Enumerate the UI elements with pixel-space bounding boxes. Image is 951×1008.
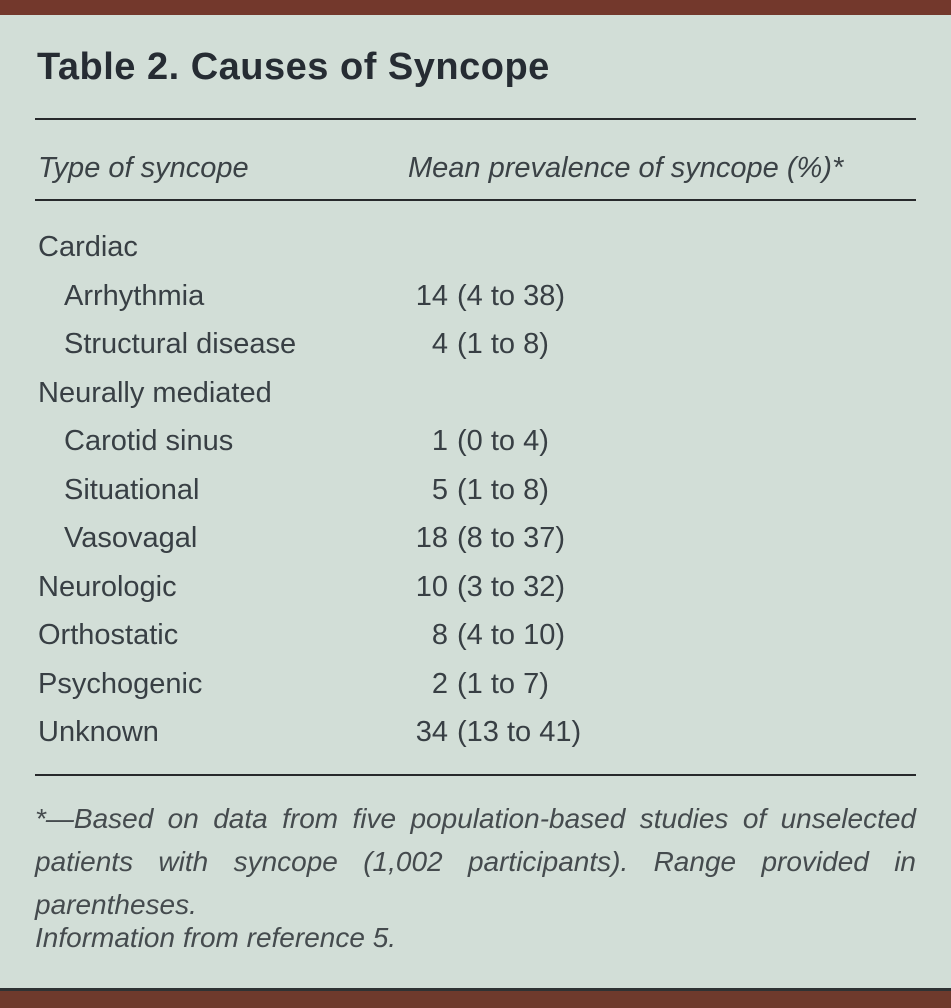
range-value: (1 to 7) [457,667,549,700]
mean-value: 8 [431,619,448,651]
table-row [35,660,916,709]
row-label: Neurologic [38,570,177,603]
row-label: Neurally mediated [38,376,272,409]
column-header-type: Type of syncope [38,152,249,184]
range-value: (3 to 32) [457,570,565,603]
column-header-prevalence: Mean prevalence of syncope (%)* [408,152,844,184]
range-value: (0 to 4) [457,425,549,457]
range-value: (4 to 10) [457,619,565,651]
table-row [35,708,916,757]
table-row [35,272,916,321]
row-label: Carotid sinus [64,425,234,457]
range-value: (4 to 38) [457,279,565,312]
row-label: Arrhythmia [64,279,205,312]
table-body [35,223,916,757]
range-value: (1 to 8) [457,328,549,360]
row-value [408,660,549,709]
range-value: (1 to 8) [457,473,549,506]
row-value [408,223,457,272]
mean-value: 4 [431,328,448,360]
mean-value: 34 [415,716,448,748]
table-row [35,320,916,369]
row-value [408,466,549,515]
table-title: Table 2. Causes of Syncope [37,46,550,88]
row-value [408,272,565,321]
row-value [408,320,549,369]
range-value: (8 to 37) [457,522,565,554]
table-card [35,0,916,1008]
footnote-source: Information from reference 5. [35,922,397,953]
table-row [35,514,916,563]
row-value [408,563,565,612]
row-label: Vasovagal [64,522,198,554]
row-label: Cardiac [38,231,138,263]
table-row [35,563,916,612]
mean-value: 1 [431,425,448,457]
mean-value: 14 [415,279,448,312]
footnote-asterisk: *—Based on data from five population-based studies of unselected patients with syncope (1,002 participants). Range provided in parentheses. [35,803,916,920]
table-row [35,417,916,466]
row-label: Orthostatic [38,619,179,651]
row-label: Situational [64,473,200,506]
row-label: Unknown [38,716,159,748]
row-value [408,611,565,660]
row-label: Psychogenic [38,667,203,700]
mean-value: 5 [431,473,448,506]
table-row [35,611,916,660]
divider-bottom [35,774,916,776]
divider-top [35,118,916,120]
row-value [408,369,457,418]
mean-value: 18 [415,522,448,554]
row-value [408,417,549,466]
row-value [408,708,581,757]
table-row [35,369,916,418]
divider-header [35,199,916,201]
mean-value: 2 [431,667,448,700]
row-value [408,514,565,563]
row-label: Structural disease [64,328,297,360]
range-value: (13 to 41) [457,716,582,748]
mean-value: 10 [415,570,448,603]
table-row [35,223,916,272]
bottom-border-bar [0,991,951,1008]
table-row [35,466,916,515]
table-header-row [35,152,916,192]
